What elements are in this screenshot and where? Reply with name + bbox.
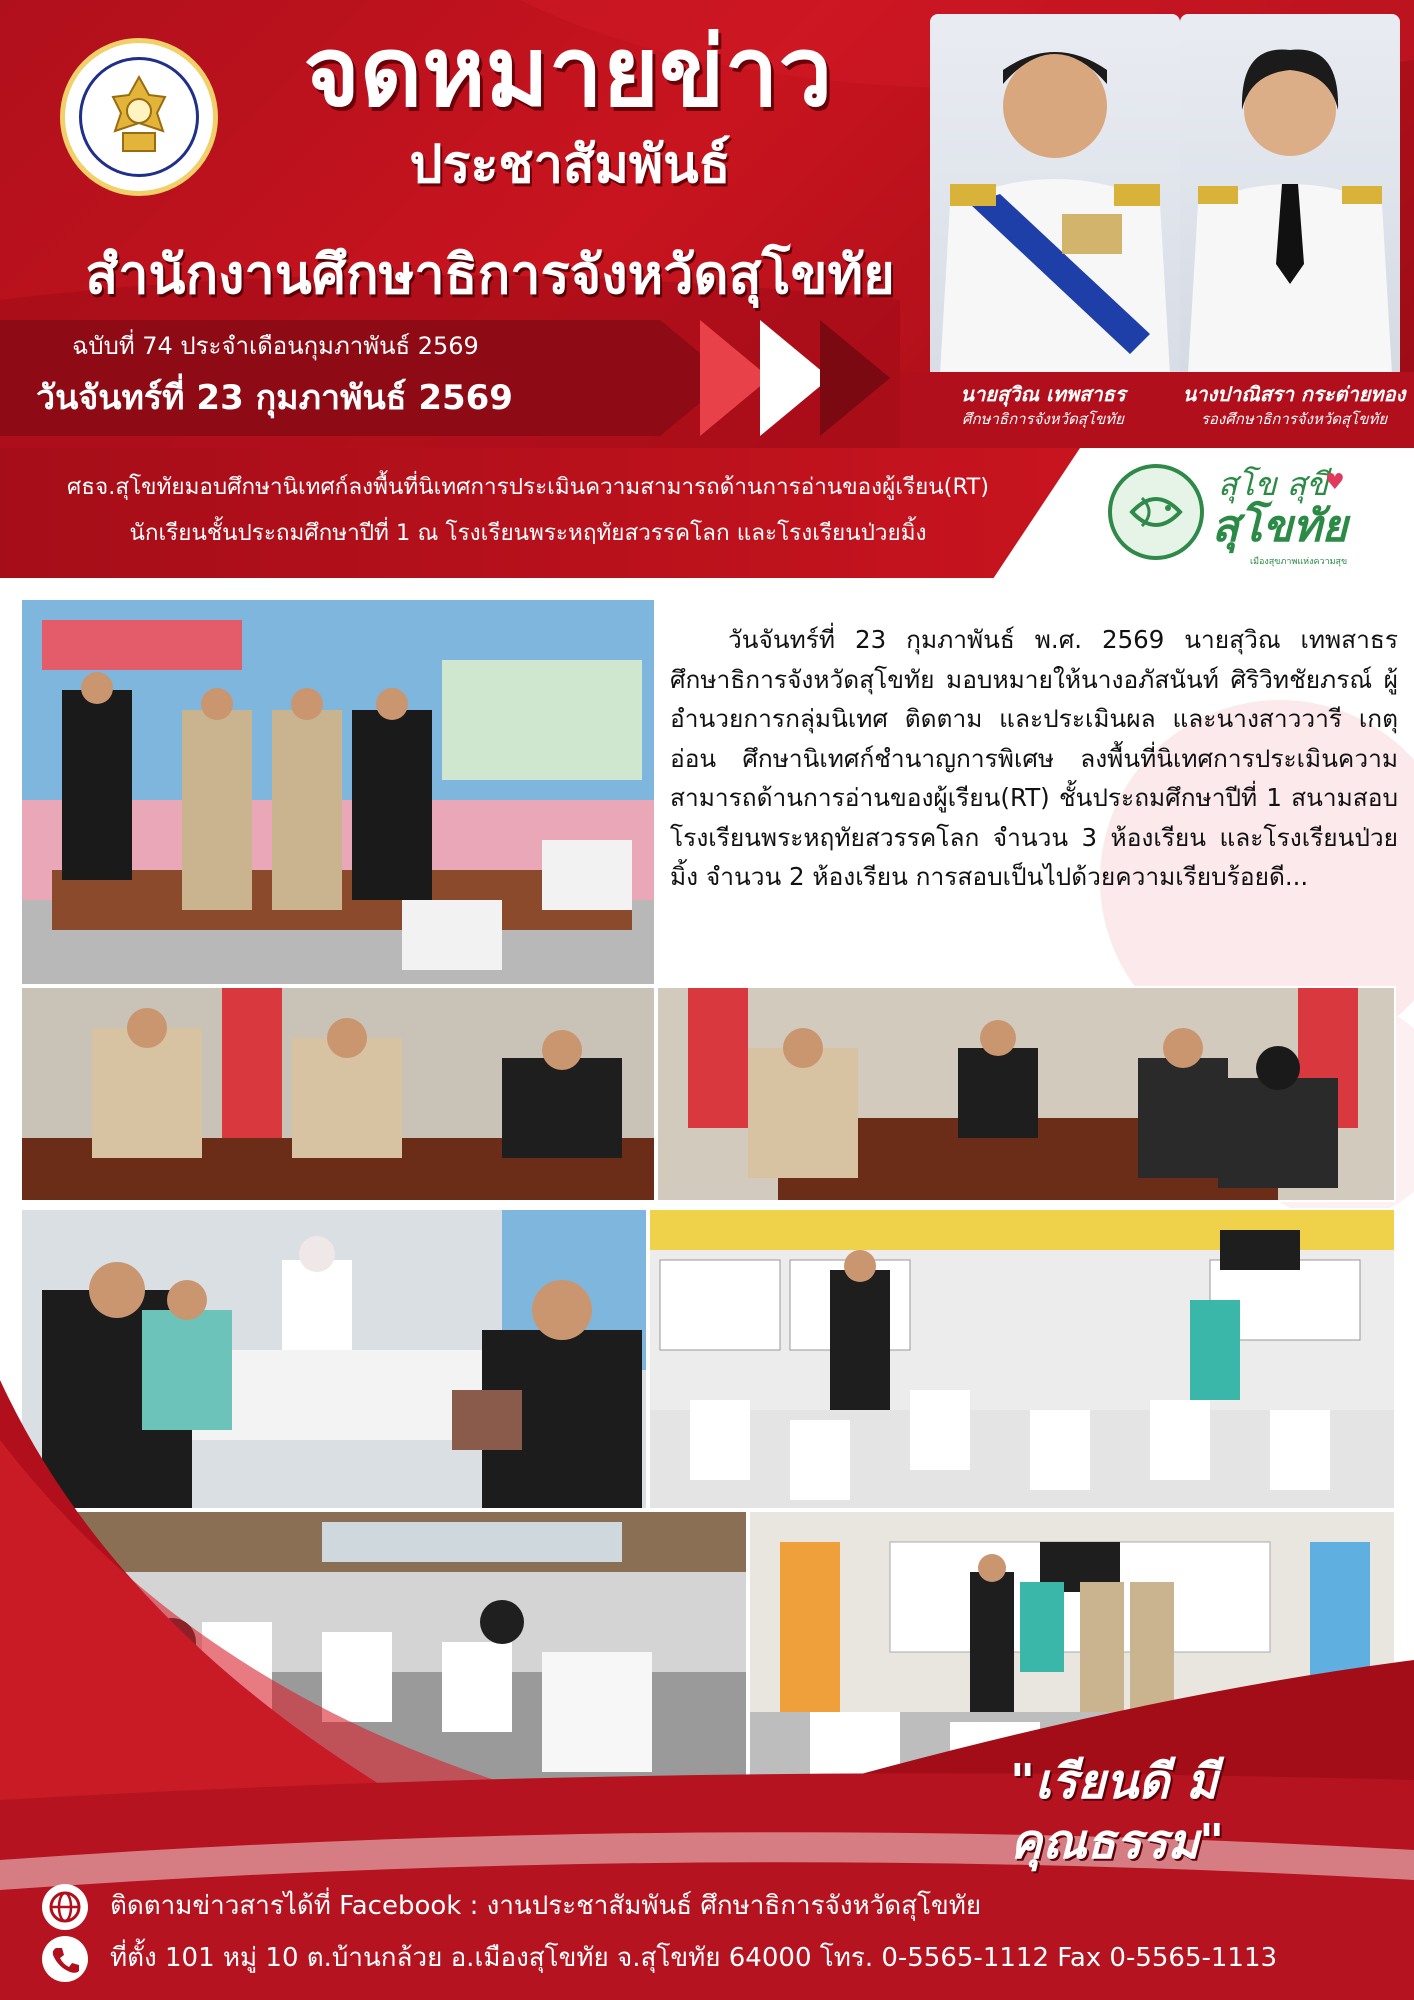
photo-classroom-officials xyxy=(20,598,656,986)
photo-meeting-table-1 xyxy=(20,986,656,1202)
official-name: นางปาณิสรา กระต่ายทอง xyxy=(1182,382,1406,406)
newsletter-title: จดหมายข่าว xyxy=(303,16,833,128)
brand-logo-line-2: สุโขทัย xyxy=(1212,501,1348,552)
official-caption-1 xyxy=(918,380,1168,430)
chevron-decoration xyxy=(820,320,890,436)
newsletter-subtitle: ประชาสัมพันธ์ xyxy=(409,135,731,195)
article-body: วันจันทร์ที่ 23 กุมภาพันธ์ พ.ศ. 2569 นายสุวิณ เทพสาธร ศึกษาธิการจังหวัดสุโขทัย มอบหมายให้นางอภัสนันท์ ศิริวิทชัยภรณ์ ผู้อำนวยการกลุ่มนิเทศ ติดตาม และประเมินผล และนางสาววารี เกตุอ่อน ศึกษานิเทศก์ชำนาญการพิเศษ ลงพื้นที่นิเทศการประเมินความสามารถด้านการอ่านของผู้เรียน(RT) ชั้นประถมศึกษาปีที่ 1 สนามสอบโรงเรียนพระหฤทัยสวรรคโลก จำนวน 3 ห้องเรียน และโรงเรียนป่วยมิ้ง จำนวน 2 ห้องเรียน การสอบเป็นไปด้วยความเรียบร้อยดี... xyxy=(670,625,1398,891)
photo-meeting-table-2 xyxy=(656,986,1396,1202)
heart-icon: ♥ xyxy=(1325,470,1345,495)
headline-line-1: ศธจ.สุโขทัยมอบศึกษานิเทศก์ลงพื้นที่นิเทศการประเมินความสามารถด้านการอ่านของผู้เรียน(RT) xyxy=(67,474,989,500)
official-position: รองศึกษาธิการจังหวัดสุโขทัย xyxy=(1200,410,1388,428)
issue-number: ฉบับที่ 74 ประจำเดือนกุมภาพันธ์ 2569 xyxy=(72,332,479,360)
official-name: นายสุวิณ เทพสาธร xyxy=(960,382,1126,406)
fish-emblem-icon xyxy=(1108,464,1204,560)
issue-date: วันจันทร์ที่ 23 กุมภาพันธ์ 2569 xyxy=(36,378,513,418)
seal-emblem-icon xyxy=(97,73,181,163)
official-position: ศึกษาธิการจังหวัดสุโขทัย xyxy=(962,410,1124,428)
brand-logo-line-1: สุโข สุขี xyxy=(1218,465,1329,503)
office-name: สำนักงานศึกษาธิการจังหวัดสุโขทัย xyxy=(85,243,895,306)
header-banner xyxy=(0,0,1414,448)
sukhothai-brand-logo xyxy=(1100,454,1360,574)
school-motto: "เรียนดี มีคุณธรรม" xyxy=(1010,1754,1225,1870)
facebook-contact: ติดตามข่าวสารได้ที่ Facebook : งานประชาสัมพันธ์ ศึกษาธิการจังหวัดสุโขทัย xyxy=(110,1891,982,1921)
globe-icon xyxy=(42,1884,88,1930)
brand-logo-tagline: เมืองสุขภาพแห่งความสุข xyxy=(1250,557,1348,567)
official-caption-2 xyxy=(1176,380,1412,430)
official-portrait-2 xyxy=(1180,14,1400,374)
address-contact: ที่ตั้ง 101 หมู่ 10 ต.บ้านกล้วย อ.เมืองสุโขทัย จ.สุโขทัย 64000 โทร. 0-5565-1112 Fax 0-5565-1113 xyxy=(110,1943,1278,1973)
news-headline xyxy=(18,464,1038,556)
office-seal-logo xyxy=(60,38,218,196)
phone-icon xyxy=(42,1936,88,1982)
footer xyxy=(0,1866,1414,2000)
headline-line-2: นักเรียนชั้นประถมศึกษาปีที่ 1 ณ โรงเรียนพระหฤทัยสวรรคโลก และโรงเรียนป่วยมิ้ง xyxy=(129,520,927,546)
official-portrait-1 xyxy=(930,14,1180,374)
